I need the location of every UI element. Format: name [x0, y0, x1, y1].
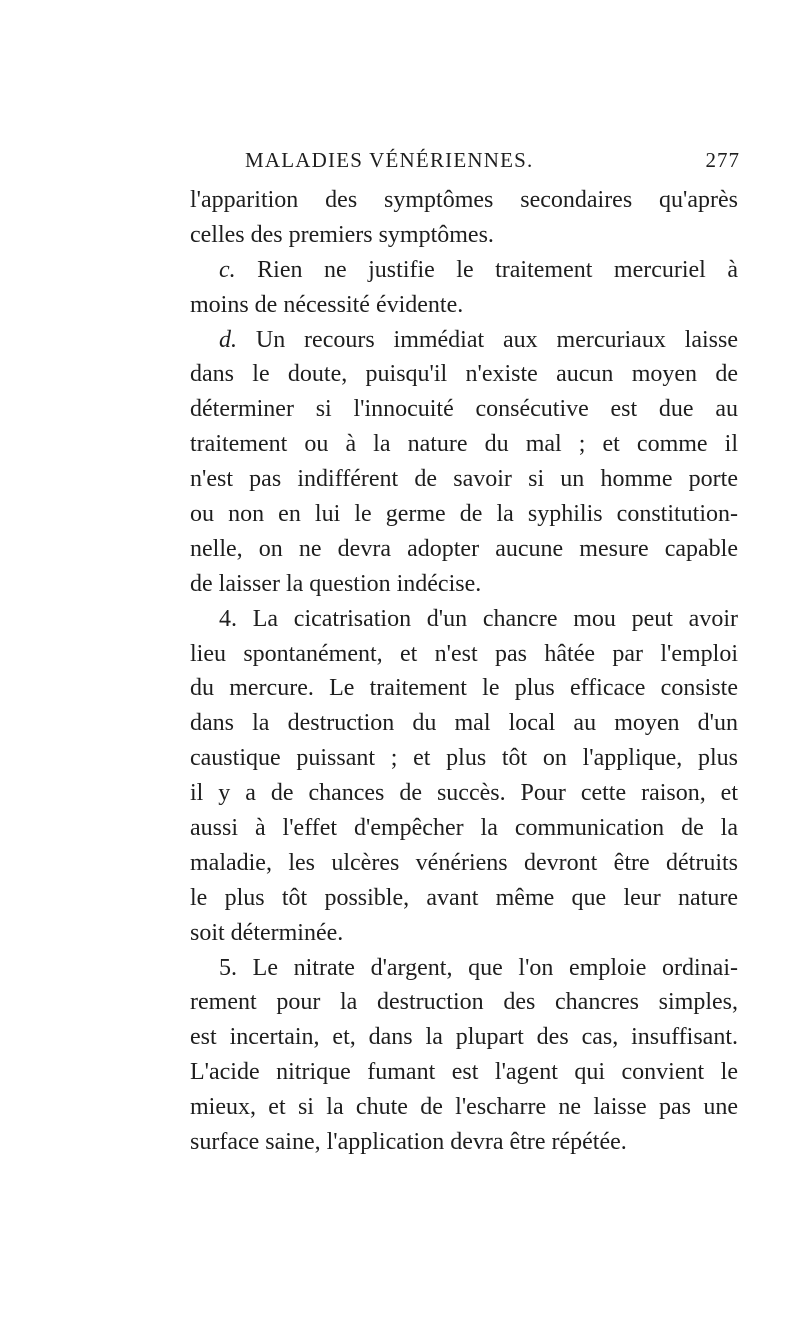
text-line [190, 1020, 738, 1055]
line-text: nelle, on ne devra adopter aucune mesure capable [190, 535, 738, 562]
line-text: du mercure. Le traitement le plus efficace consiste [190, 675, 738, 702]
text-line [190, 462, 738, 497]
line-text: est incertain, et, dans la plupart des cas, insuffisant. [190, 1024, 738, 1051]
line-text: moins de nécessité évidente. [190, 291, 464, 318]
text-line [190, 392, 738, 427]
line-text: dans le doute, puisqu'il n'existe aucun moyen de [190, 361, 738, 388]
text-line [190, 846, 738, 881]
line-text: maladie, les ulcères vénériens devront être détruits [190, 849, 738, 876]
line-text: n'est pas indifférent de savoir si un homme porte [190, 466, 738, 493]
page-number: 277 [705, 148, 740, 172]
running-header [245, 148, 740, 174]
line-text: l'apparition des symptômes secondaires qu'après [190, 187, 738, 213]
item-label: c. [219, 256, 236, 283]
text-line [190, 741, 738, 776]
text-line [190, 776, 738, 811]
line-text: 5. Le nitrate d'argent, que l'on emploie ordinai- [219, 954, 738, 981]
text-line [190, 183, 738, 218]
text-line [190, 985, 738, 1020]
text-line [190, 916, 738, 951]
line-text: déterminer si l'innocuité consécutive est due au [190, 396, 738, 423]
line-text: dans la destruction du mal local au moyen d'un [190, 710, 738, 737]
text-line [190, 602, 738, 637]
line-text: ou non en lui le germe de la syphilis constitution- [190, 501, 738, 528]
line-text: 4. La cicatrisation d'un chancre mou peut avoir [219, 605, 738, 632]
line-text: celles des premiers symptômes. [190, 221, 494, 248]
text-line [190, 253, 738, 288]
line-text: Rien ne justifie le traitement mercuriel à [235, 256, 738, 283]
line-text: aussi à l'effet d'empêcher la communication de la [190, 815, 738, 842]
text-line [190, 881, 738, 916]
text-line [190, 567, 738, 602]
line-text: Un recours immédiat aux mercuriaux laisse [237, 326, 738, 353]
line-text: il y a de chances de succès. Pour cette raison, et [190, 780, 738, 807]
text-line [190, 1090, 738, 1125]
line-text: caustique puissant ; et plus tôt on l'applique, plus [190, 745, 738, 772]
text-line [190, 288, 738, 323]
text-line [190, 427, 738, 462]
running-title: MALADIES VÉNÉRIENNES. [245, 148, 534, 172]
text-line [190, 951, 738, 986]
text-line [190, 1055, 738, 1090]
text-line [190, 706, 738, 741]
text-line [190, 323, 738, 358]
line-text: rement pour la destruction des chancres simples, [190, 989, 738, 1016]
line-text: le plus tôt possible, avant même que leur nature [190, 884, 738, 911]
line-text: traitement ou à la nature du mal ; et comme il [190, 431, 738, 458]
text-line [190, 1125, 738, 1160]
text-line [190, 671, 738, 706]
text-line [190, 811, 738, 846]
item-label: d. [219, 326, 237, 353]
line-text: lieu spontanément, et n'est pas hâtée par l'emploi [190, 640, 738, 667]
text-line [190, 637, 738, 672]
body-text [190, 183, 738, 1160]
text-line [190, 218, 738, 253]
text-line [190, 357, 738, 392]
line-text: surface saine, l'application devra être répétée. [190, 1129, 627, 1156]
line-text: mieux, et si la chute de l'escharre ne laisse pas une [190, 1094, 738, 1121]
line-text: de laisser la question indécise. [190, 570, 482, 597]
text-line [190, 497, 738, 532]
line-text: L'acide nitrique fumant est l'agent qui convient le [190, 1059, 738, 1086]
text-line [190, 532, 738, 567]
line-text: soit déterminée. [190, 919, 344, 946]
